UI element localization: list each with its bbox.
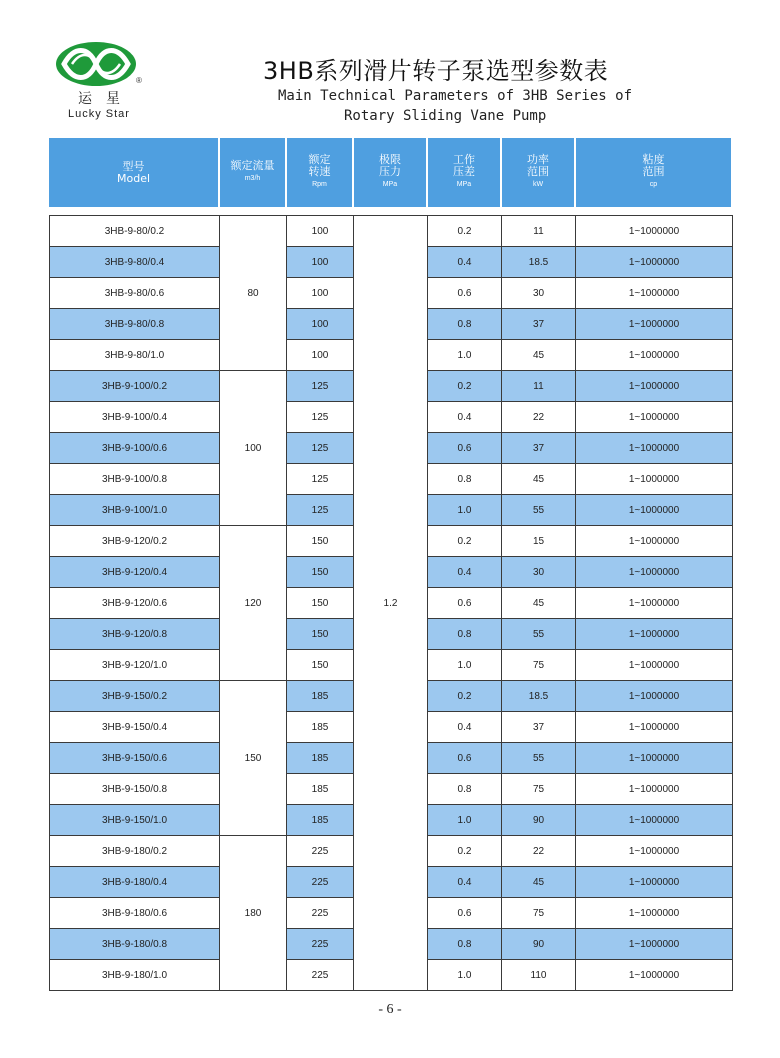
table-body (50, 216, 733, 991)
header-label: 型号 (122, 159, 145, 173)
pressure-diff-cell: 0.4 (428, 867, 502, 898)
table-header (49, 138, 731, 207)
speed-cell: 150 (287, 526, 354, 557)
power-cell: 18.5 (502, 247, 576, 278)
speed-cell: 100 (287, 247, 354, 278)
flow-cell: 120 (220, 526, 287, 681)
viscosity-cell: 1~1000000 (576, 774, 733, 805)
pressure-diff-cell: 0.8 (428, 309, 502, 340)
power-cell: 75 (502, 774, 576, 805)
header-label: 压力 (379, 165, 401, 178)
power-cell: 55 (502, 743, 576, 774)
header-label: Model (116, 171, 151, 185)
header-label: 工作 (453, 153, 475, 166)
pressure-diff-cell: 0.4 (428, 557, 502, 588)
power-cell: 15 (502, 526, 576, 557)
viscosity-cell: 1~1000000 (576, 247, 733, 278)
speed-cell: 150 (287, 588, 354, 619)
model-cell: 3HB-9-150/0.4 (50, 712, 220, 743)
header-cell (287, 138, 352, 207)
speed-cell: 150 (287, 557, 354, 588)
viscosity-cell: 1~1000000 (576, 929, 733, 960)
limit-pressure-cell: 1.2 (354, 216, 428, 991)
pressure-diff-cell: 0.6 (428, 278, 502, 309)
viscosity-cell: 1~1000000 (576, 340, 733, 371)
model-cell: 3HB-9-80/1.0 (50, 340, 220, 371)
speed-cell: 185 (287, 681, 354, 712)
model-cell: 3HB-9-80/0.2 (50, 216, 220, 247)
english-title-line1: Main Technical Parameters of 3HB Series of (278, 88, 633, 104)
pressure-diff-cell: 1.0 (428, 340, 502, 371)
pressure-diff-cell: 0.2 (428, 681, 502, 712)
power-cell: 11 (502, 371, 576, 402)
pressure-diff-cell: 0.4 (428, 712, 502, 743)
speed-cell: 100 (287, 216, 354, 247)
flow-cell: 180 (220, 836, 287, 991)
power-cell: 22 (502, 836, 576, 867)
model-cell: 3HB-9-100/0.6 (50, 433, 220, 464)
viscosity-cell: 1~1000000 (576, 309, 733, 340)
model-cell: 3HB-9-150/1.0 (50, 805, 220, 836)
speed-cell: 100 (287, 309, 354, 340)
viscosity-cell: 1~1000000 (576, 464, 733, 495)
power-cell: 75 (502, 898, 576, 929)
header-label: 压差 (453, 165, 475, 178)
pressure-diff-cell: 0.6 (428, 898, 502, 929)
pressure-diff-cell: 0.2 (428, 371, 502, 402)
model-cell: 3HB-9-150/0.8 (50, 774, 220, 805)
header-cell (220, 138, 285, 207)
pressure-diff-cell: 0.4 (428, 247, 502, 278)
power-cell: 45 (502, 588, 576, 619)
model-cell: 3HB-9-80/0.8 (50, 309, 220, 340)
header-label: 极限 (379, 153, 401, 166)
header-unit: MPa (456, 181, 472, 188)
company-logo (52, 40, 142, 120)
flow-cell: 80 (220, 216, 287, 371)
header-unit: kW (532, 181, 544, 188)
viscosity-cell: 1~1000000 (576, 681, 733, 712)
power-cell: 37 (502, 433, 576, 464)
viscosity-cell: 1~1000000 (576, 619, 733, 650)
power-cell: 22 (502, 402, 576, 433)
power-cell: 90 (502, 929, 576, 960)
speed-cell: 100 (287, 340, 354, 371)
viscosity-cell: 1~1000000 (576, 588, 733, 619)
model-cell: 3HB-9-120/0.6 (50, 588, 220, 619)
speed-cell: 185 (287, 805, 354, 836)
header-unit: m3/h (244, 175, 261, 182)
power-cell: 45 (502, 340, 576, 371)
header-label: 范围 (642, 165, 665, 178)
header-label: 范围 (527, 165, 549, 178)
model-cell: 3HB-9-120/1.0 (50, 650, 220, 681)
parameter-table (49, 215, 733, 991)
speed-cell: 100 (287, 278, 354, 309)
viscosity-cell: 1~1000000 (576, 650, 733, 681)
page-title: 3HB系列滑片转子泵选型参数表 (263, 57, 609, 85)
pressure-diff-cell: 1.0 (428, 495, 502, 526)
viscosity-cell: 1~1000000 (576, 805, 733, 836)
model-cell: 3HB-9-180/0.8 (50, 929, 220, 960)
model-cell: 3HB-9-80/0.4 (50, 247, 220, 278)
logo-chinese-name: 运星 (78, 91, 134, 107)
header-cell (49, 138, 218, 207)
model-cell: 3HB-9-150/0.6 (50, 743, 220, 774)
header-unit: MPa (382, 181, 398, 188)
header-cell (354, 138, 426, 207)
viscosity-cell: 1~1000000 (576, 712, 733, 743)
model-cell: 3HB-9-100/0.4 (50, 402, 220, 433)
speed-cell: 185 (287, 743, 354, 774)
viscosity-cell: 1~1000000 (576, 836, 733, 867)
header-label: 额定流量 (230, 159, 275, 172)
speed-cell: 125 (287, 433, 354, 464)
viscosity-cell: 1~1000000 (576, 557, 733, 588)
header-cell (502, 138, 574, 207)
viscosity-cell: 1~1000000 (576, 402, 733, 433)
lucky-star-emblem-icon (52, 40, 140, 90)
model-cell: 3HB-9-120/0.8 (50, 619, 220, 650)
power-cell: 45 (502, 464, 576, 495)
registered-mark: ® (136, 76, 142, 85)
speed-cell: 225 (287, 836, 354, 867)
header-label: 转速 (308, 165, 331, 178)
pressure-diff-cell: 0.6 (428, 743, 502, 774)
header-cell (576, 138, 731, 207)
pressure-diff-cell: 0.2 (428, 216, 502, 247)
speed-cell: 185 (287, 712, 354, 743)
speed-cell: 150 (287, 650, 354, 681)
header-label: 粘度 (642, 153, 665, 166)
viscosity-cell: 1~1000000 (576, 867, 733, 898)
header-unit: cp (649, 181, 658, 188)
pressure-diff-cell: 0.6 (428, 433, 502, 464)
speed-cell: 125 (287, 402, 354, 433)
speed-cell: 125 (287, 495, 354, 526)
pressure-diff-cell: 0.4 (428, 402, 502, 433)
header-label: 功率 (527, 153, 549, 166)
model-cell: 3HB-9-100/0.8 (50, 464, 220, 495)
header-label: 额定 (308, 153, 331, 166)
viscosity-cell: 1~1000000 (576, 216, 733, 247)
header-unit: Rpm (312, 181, 327, 188)
model-cell: 3HB-9-100/0.2 (50, 371, 220, 402)
power-cell: 45 (502, 867, 576, 898)
speed-cell: 125 (287, 371, 354, 402)
model-cell: 3HB-9-180/1.0 (50, 960, 220, 991)
power-cell: 75 (502, 650, 576, 681)
power-cell: 110 (502, 960, 576, 991)
viscosity-cell: 1~1000000 (576, 526, 733, 557)
power-cell: 90 (502, 805, 576, 836)
model-cell: 3HB-9-180/0.4 (50, 867, 220, 898)
power-cell: 30 (502, 278, 576, 309)
power-cell: 30 (502, 557, 576, 588)
speed-cell: 225 (287, 898, 354, 929)
speed-cell: 150 (287, 619, 354, 650)
model-cell: 3HB-9-180/0.2 (50, 836, 220, 867)
page-number: - 6 - (378, 1002, 402, 1017)
pressure-diff-cell: 0.8 (428, 929, 502, 960)
english-title-line2: Rotary Sliding Vane Pump (344, 108, 547, 124)
pressure-diff-cell: 0.8 (428, 619, 502, 650)
pressure-diff-cell: 0.8 (428, 774, 502, 805)
viscosity-cell: 1~1000000 (576, 743, 733, 774)
power-cell: 37 (502, 712, 576, 743)
pressure-diff-cell: 1.0 (428, 960, 502, 991)
flow-cell: 150 (220, 681, 287, 836)
model-cell: 3HB-9-120/0.2 (50, 526, 220, 557)
model-cell: 3HB-9-150/0.2 (50, 681, 220, 712)
pressure-diff-cell: 0.2 (428, 526, 502, 557)
power-cell: 18.5 (502, 681, 576, 712)
power-cell: 55 (502, 495, 576, 526)
header-cell (428, 138, 500, 207)
viscosity-cell: 1~1000000 (576, 278, 733, 309)
table-row (50, 216, 733, 247)
viscosity-cell: 1~1000000 (576, 495, 733, 526)
viscosity-cell: 1~1000000 (576, 371, 733, 402)
power-cell: 55 (502, 619, 576, 650)
viscosity-cell: 1~1000000 (576, 898, 733, 929)
speed-cell: 125 (287, 464, 354, 495)
model-cell: 3HB-9-100/1.0 (50, 495, 220, 526)
viscosity-cell: 1~1000000 (576, 960, 733, 991)
speed-cell: 225 (287, 929, 354, 960)
pressure-diff-cell: 1.0 (428, 650, 502, 681)
pressure-diff-cell: 0.8 (428, 464, 502, 495)
model-cell: 3HB-9-80/0.6 (50, 278, 220, 309)
pressure-diff-cell: 0.2 (428, 836, 502, 867)
pressure-diff-cell: 1.0 (428, 805, 502, 836)
power-cell: 11 (502, 216, 576, 247)
power-cell: 37 (502, 309, 576, 340)
logo-english-name: Lucky Star (68, 108, 130, 120)
pressure-diff-cell: 0.6 (428, 588, 502, 619)
viscosity-cell: 1~1000000 (576, 433, 733, 464)
speed-cell: 185 (287, 774, 354, 805)
speed-cell: 225 (287, 960, 354, 991)
flow-cell: 100 (220, 371, 287, 526)
model-cell: 3HB-9-180/0.6 (50, 898, 220, 929)
model-cell: 3HB-9-120/0.4 (50, 557, 220, 588)
speed-cell: 225 (287, 867, 354, 898)
